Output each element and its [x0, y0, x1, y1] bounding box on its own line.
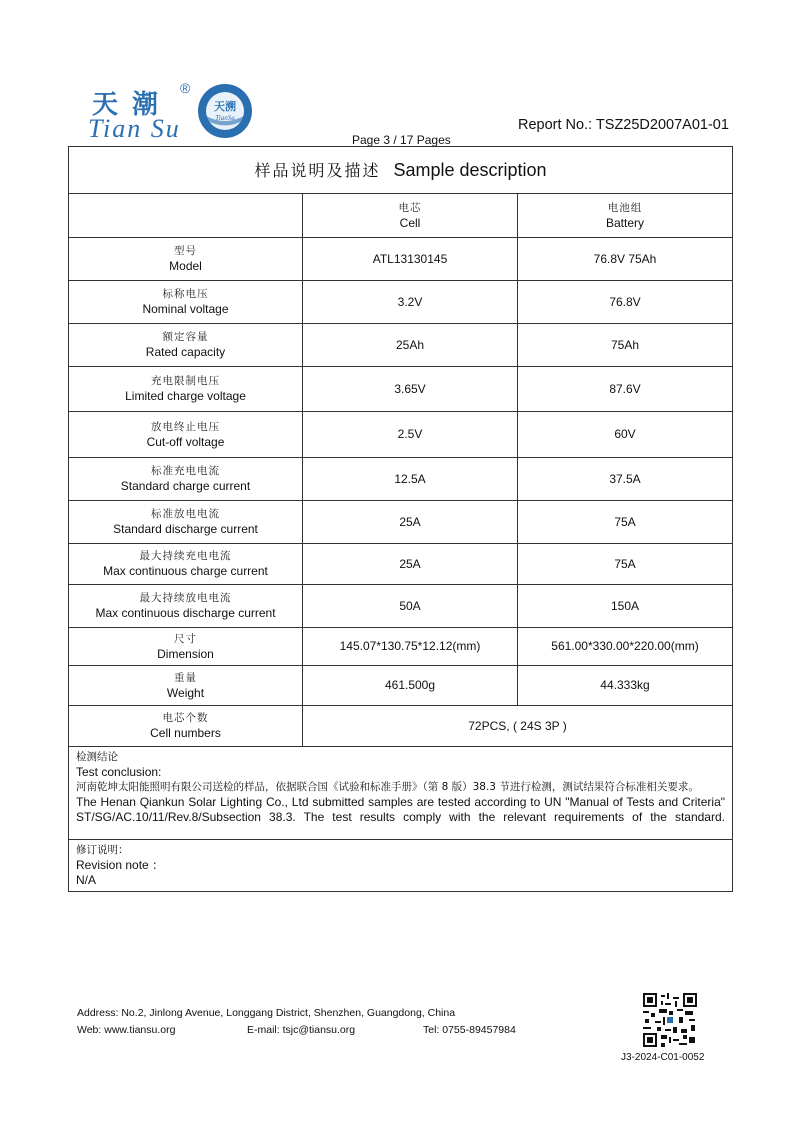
- table-row: [69, 238, 733, 281]
- table-row: [69, 458, 733, 501]
- document-code: J3-2024-C01-0052: [621, 1052, 705, 1063]
- conclusion-text-en-2: ST/SG/AC.10/11/Rev.8/Subsection 38.3. The test results comply with the relevant requirements of the standard.: [76, 810, 725, 824]
- table-row: [69, 544, 733, 585]
- row-label: [69, 412, 303, 458]
- registered-mark: ®: [180, 80, 191, 96]
- conclusion-text-cn: 河南乾坤太阳能照明有限公司送检的样品，依据联合国《试验和标准手册》（第 8 版）38.3 节进行检测，测试结果符合标准相关要求。: [76, 781, 699, 793]
- footer-web: Web: www.tiansu.org: [77, 1024, 176, 1036]
- table-row: [69, 628, 733, 666]
- logo-cn-text: 天潮: [92, 90, 173, 120]
- table-row: [69, 281, 733, 324]
- battery-value: 150A: [518, 585, 733, 628]
- footer-contacts: [77, 1022, 537, 1039]
- footer-address: Address: No.2, Jinlong Avenue, Longgang District, Shenzhen, Guangdong, China: [77, 1007, 456, 1019]
- table-title-cn: 样品说明及描述: [254, 160, 381, 180]
- row-label-en: Standard discharge current: [113, 522, 258, 536]
- svg-text:天溯: 天溯: [214, 100, 236, 113]
- row-label-cn: 型号: [174, 245, 197, 257]
- row-label-cn: 放电终止电压: [151, 420, 220, 433]
- footer-email: E-mail: tsjc@tiansu.org: [247, 1024, 356, 1036]
- sample-description-table: [68, 146, 733, 892]
- logo-en-text: Tian Su: [88, 114, 181, 143]
- row-label-en: Cell numbers: [150, 726, 221, 740]
- row-label: [69, 544, 303, 585]
- row-label: [69, 666, 303, 706]
- battery-value: 561.00*330.00*220.00(mm): [518, 628, 733, 666]
- row-label: [69, 501, 303, 544]
- row-label-cn: 标称电压: [162, 288, 209, 300]
- row-label-cn: 标准放电电流: [151, 508, 220, 520]
- revision-note-row: [69, 840, 733, 892]
- row-label-en: Limited charge voltage: [125, 389, 246, 403]
- header-battery-column: [518, 194, 733, 238]
- cell-value: 50A: [303, 585, 518, 628]
- conclusion-text-en-1: The Henan Qiankun Solar Lighting Co., Ltd submitted samples are tested according to UN "Manual of Tests and Criteria": [76, 795, 725, 809]
- cell-numbers-value: 72PCS, ( 24S 3P ): [303, 706, 733, 747]
- battery-value: 75A: [518, 544, 733, 585]
- row-label-en: Cut-off voltage: [146, 434, 225, 449]
- footer: [77, 1005, 537, 1039]
- table-header-row: [69, 194, 733, 238]
- test-conclusion-row: [69, 747, 733, 840]
- battery-value: 76.8V: [518, 281, 733, 324]
- row-label: [69, 367, 303, 412]
- battery-value: 76.8V 75Ah: [518, 238, 733, 281]
- row-label-en: Nominal voltage: [142, 302, 229, 316]
- row-label-cn: 电芯个数: [162, 712, 209, 724]
- row-label: [69, 324, 303, 367]
- table-title: [69, 147, 733, 194]
- row-label: [69, 706, 303, 747]
- company-logo: [88, 80, 263, 150]
- header-cell-en: Cell: [399, 215, 421, 230]
- cell-value: ATL13130145: [303, 238, 518, 281]
- table-row: [69, 412, 733, 458]
- battery-value: 87.6V: [518, 367, 733, 412]
- row-label: [69, 458, 303, 501]
- qr-code-icon: [643, 993, 697, 1047]
- cell-value: 2.5V: [303, 412, 518, 458]
- row-label-en: Model: [169, 259, 202, 273]
- row-label: [69, 281, 303, 324]
- footer-tel: Tel: 0755-89457984: [423, 1024, 516, 1036]
- revision-value: N/A: [76, 873, 97, 887]
- row-label: [69, 628, 303, 666]
- row-label-en: Rated capacity: [145, 345, 226, 359]
- cell-numbers-row: [69, 706, 733, 747]
- battery-value: 60V: [518, 412, 733, 458]
- header-cell-cn: 电芯: [398, 201, 422, 214]
- battery-value: 75A: [518, 501, 733, 544]
- cell-value: 25A: [303, 544, 518, 585]
- row-label-cn: 最大持续放电电流: [139, 592, 232, 604]
- cell-value: 25Ah: [303, 324, 518, 367]
- table-title-en: Sample description: [393, 159, 547, 180]
- table-row: [69, 501, 733, 544]
- row-label-cn: 额定容量: [162, 331, 209, 343]
- cell-value: 25A: [303, 501, 518, 544]
- battery-value: 37.5A: [518, 458, 733, 501]
- table-row: [69, 367, 733, 412]
- header-battery-en: Battery: [605, 215, 644, 230]
- table-row: [69, 585, 733, 628]
- cell-value: 12.5A: [303, 458, 518, 501]
- cell-value: 3.65V: [303, 367, 518, 412]
- battery-value: 44.333kg: [518, 666, 733, 706]
- page-number: Page 3 / 17 Pages: [352, 133, 451, 147]
- header-empty-cell: [69, 194, 303, 238]
- revision-note-block: [69, 840, 733, 892]
- seal-emblem-icon: [196, 82, 254, 140]
- report-number: Report No.: TSZ25D2007A01-01: [518, 117, 729, 133]
- row-label-en: Max continuous charge current: [103, 564, 268, 578]
- revision-label-cn: 修订说明：: [76, 844, 129, 856]
- battery-value: 75Ah: [518, 324, 733, 367]
- test-conclusion-block: [69, 747, 733, 840]
- table-row: [69, 666, 733, 706]
- table-row: [69, 324, 733, 367]
- row-label-en: Standard charge current: [120, 479, 251, 493]
- row-label-en: Weight: [166, 685, 205, 700]
- row-label-cn: 标准充电电流: [151, 465, 220, 477]
- table-title-row: [69, 147, 733, 194]
- revision-label-en: Revision note ：: [76, 858, 165, 872]
- header-cell-column: [303, 194, 518, 238]
- row-label-cn: 充电限制电压: [151, 375, 220, 387]
- conclusion-label-en: Test conclusion:: [76, 765, 162, 779]
- cell-value: 3.2V: [303, 281, 518, 324]
- conclusion-label-cn: 检测结论: [76, 751, 118, 763]
- cell-value: 145.07*130.75*12.12(mm): [303, 628, 518, 666]
- row-label-cn: 尺寸: [174, 632, 197, 645]
- row-label-en: Max continuous discharge current: [95, 606, 276, 620]
- row-label-cn: 最大持续充电电流: [139, 550, 232, 562]
- row-label-en: Dimension: [157, 646, 214, 661]
- row-label: [69, 238, 303, 281]
- svg-text:TianSu: TianSu: [215, 114, 235, 122]
- row-label-cn: 重量: [174, 671, 197, 684]
- header-battery-cn: 电池组: [607, 201, 643, 214]
- cell-value: 461.500g: [303, 666, 518, 706]
- row-label: [69, 585, 303, 628]
